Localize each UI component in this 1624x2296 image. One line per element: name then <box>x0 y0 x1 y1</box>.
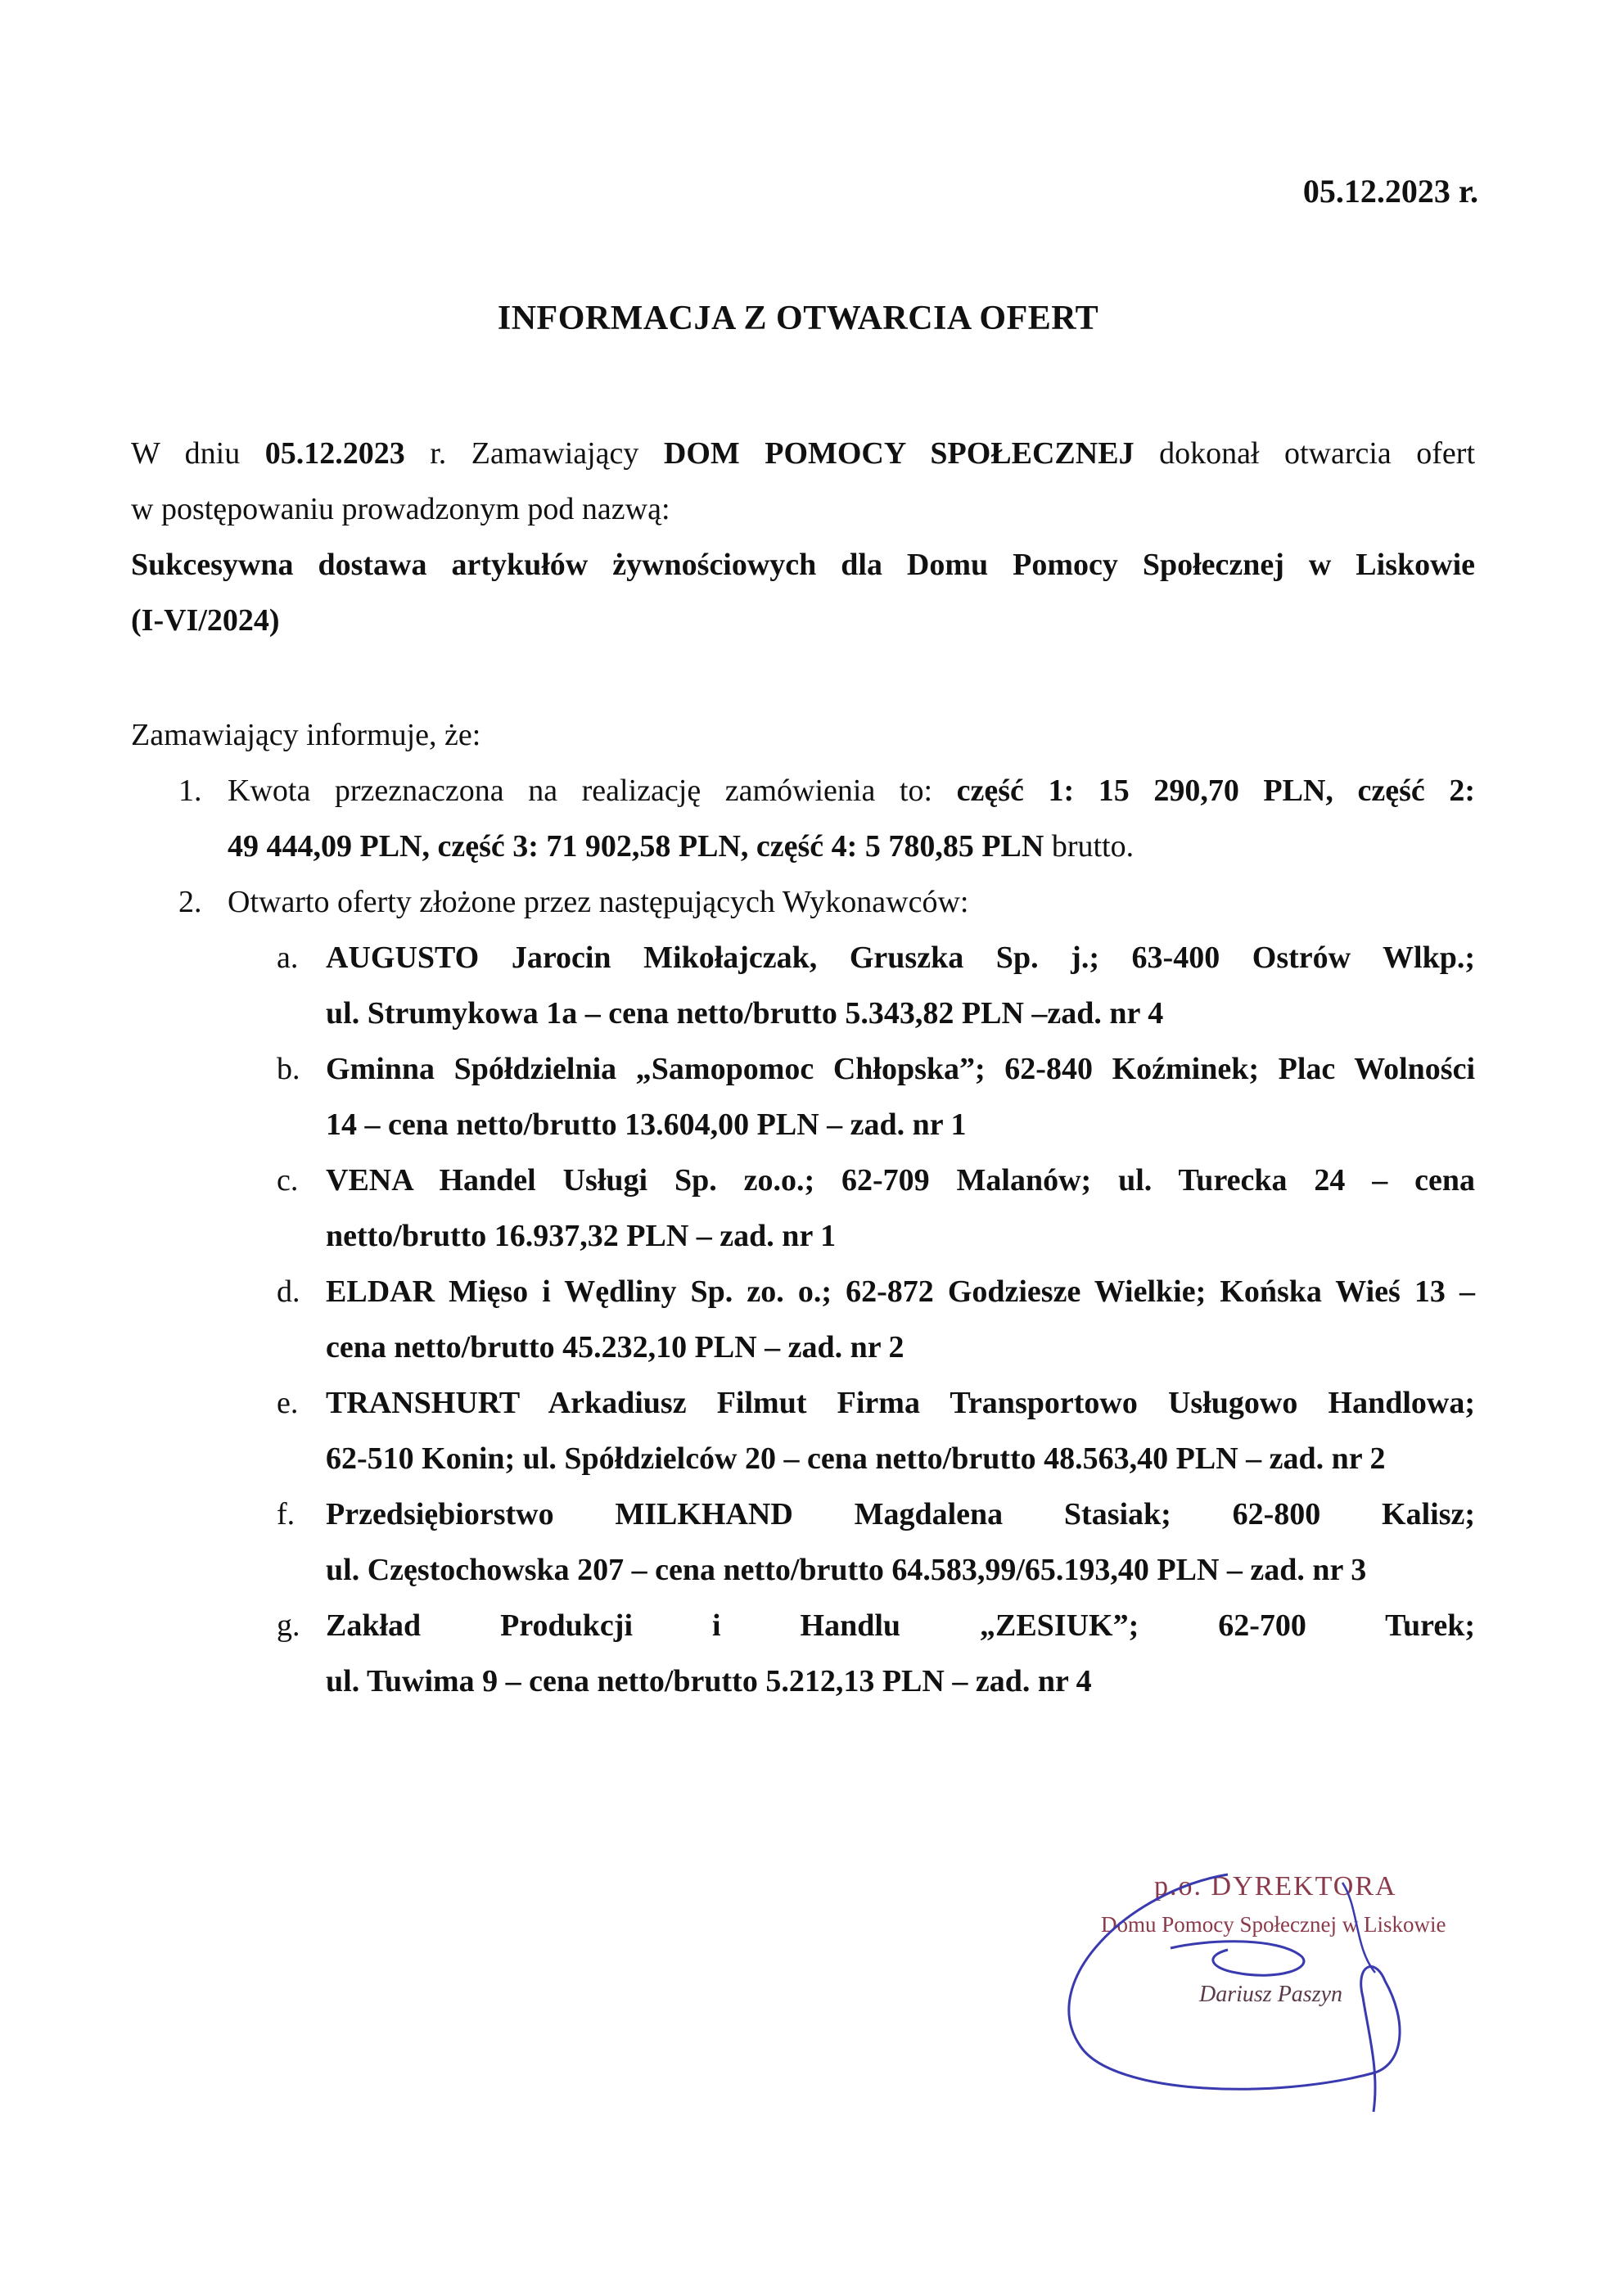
contractor-item: e. TRANSHURT Arkadiusz Filmut Firma Transportowo Usługowo Handlowa; 62-510 Konin; ul. Spółdzielców 20 – cena netto/brutto 48.563,40 PLN – zad. nr 2 <box>277 1386 1475 1476</box>
document-date: 05.12.2023 r. <box>1302 173 1478 210</box>
signature-stamp <box>1031 1858 1490 2128</box>
contractor-item: g. Zakład Produkcji i Handlu „ZESIUK”; 62-700 Turek; ul. Tuwima 9 – cena netto/brutto 5.212,13 PLN – zad. nr 4 <box>277 1608 1475 1698</box>
contractor-item: d. ELDAR Mięso i Wędliny Sp. zo. o.; 62-872 Godziesze Wielkie; Końska Wieś 13 – cena netto/brutto 45.232,10 PLN – zad. nr 2 <box>277 1274 1475 1365</box>
intro-line-2: w postępowaniu prowadzonym pod nazwą: <box>131 492 670 526</box>
stamp-line-1: p.o. DYREKTORA <box>1154 1871 1397 1901</box>
list-item-2: 2. Otwarto oferty złożone przez następujących Wykonawców: <box>131 874 1475 930</box>
document-body <box>131 426 1475 1709</box>
intro-date: 05.12.2023 <box>264 436 405 471</box>
intro-organization: DOM POMOCY SPOŁECZNEJ <box>663 436 1135 471</box>
list-number: 1. <box>178 774 202 808</box>
contractor-item: a. AUGUSTO Jarocin Mikołajczak, Gruszka Sp. j.; 63-400 Ostrów Wlkp.; ul. Strumykowa 1a – cena netto/brutto 5.343,82 PLN –zad. nr 4 <box>277 941 1475 1031</box>
stamp-line-2: Domu Pomocy Społecznej w Liskowie <box>1101 1912 1446 1937</box>
intro-line-1: W dniu 05.12.2023 r. Zamawiający DOM POMOCY SPOŁECZNEJ dokonał otwarcia ofert <box>131 436 1475 471</box>
document-title: INFORMACJA Z OTWARCIA OFERT <box>497 300 1099 337</box>
list-number: 2. <box>178 885 202 919</box>
contractor-list <box>131 930 1475 1709</box>
subject-line-2: (I-VI/2024) <box>131 603 280 638</box>
list-item-1: 1. Kwota przeznaczona na realizację zamówienia to: część 1: 15 290,70 PLN, część 2: 49 444,09 PLN, część 3: 71 902,58 PLN, część 4: 5 780,85 PLN brutto. <box>131 763 1475 874</box>
informs-line: Zamawiający informuje, że: <box>131 718 481 752</box>
contractor-item: c. VENA Handel Usługi Sp. zo.o.; 62-709 Malanów; ul. Turecka 24 – cena netto/brutto 16.937,32 PLN – zad. nr 1 <box>277 1163 1475 1253</box>
contractor-item: b. Gminna Spółdzielnia „Samopomoc Chłopska”; 62-840 Koźminek; Plac Wolności 14 – cena netto/brutto 13.604,00 PLN – zad. nr 1 <box>277 1052 1475 1142</box>
subject-line-1: Sukcesywna dostawa artykułów żywnościowych dla Domu Pomocy Społecznej w Liskowie <box>131 548 1475 582</box>
stamp-name: Dariusz Paszyn <box>1199 1982 1343 2007</box>
contractor-item: f. Przedsiębiorstwo MILKHAND Magdalena Stasiak; 62-800 Kalisz; ul. Częstochowska 207 – cena netto/brutto 64.583,99/65.193,40 PLN – zad. nr 3 <box>277 1497 1475 1587</box>
